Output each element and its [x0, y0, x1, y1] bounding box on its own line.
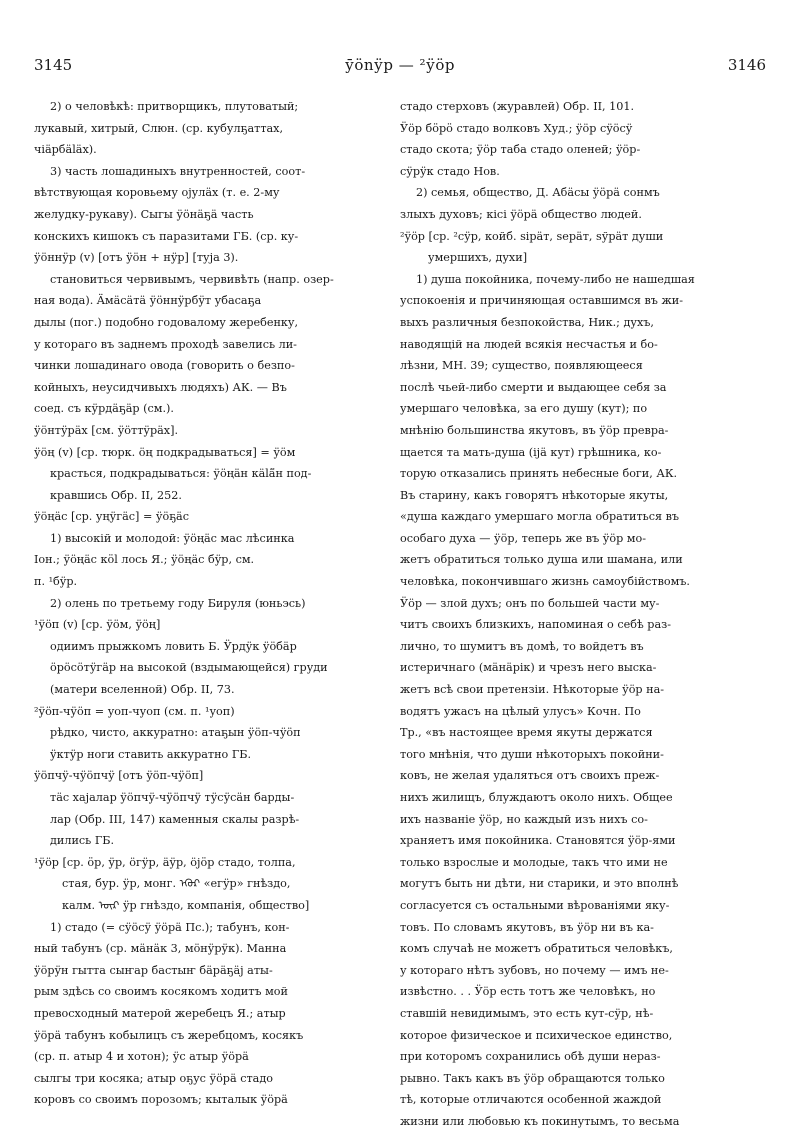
text-line: Іон.; ӱöңäс кӧl лось Я.; ӱöңäс бӱр, см.: [34, 553, 255, 567]
text-line: вѣтствующая коровьему ojулäх (т. е. 2-му: [34, 186, 280, 200]
text-line: ¹ӱöр [ср. ӧр, ӱр, öгӱр, äӱр, öjӧр стадо, толпа,: [34, 855, 296, 869]
text-line: 2) семья, общество, Д. Абäсы ӱöрä сонмъ: [416, 186, 660, 200]
text-line: ставшій невидимымъ, это есть кут-сӱр, нѣ-: [400, 1006, 654, 1020]
text-line: истеричнаго (мäнäрік) и чрезъ него выска-: [400, 661, 657, 675]
text-line: тäс хаjалар ӱöпчӱ-чӱöпчӱ тӱсӱсäн барды-: [50, 791, 295, 804]
text-line: 1) стадо (= сӱöсӱ ӱöрä Пс.); табунъ, кон-: [50, 920, 290, 934]
text-line: соед. съ кӱрдäҕäр (см.).: [34, 402, 174, 416]
text-line: ӱöрä табунъ кобылицъ съ жеребцомъ, косякъ: [34, 1028, 304, 1042]
text-line: конскихъ кишокъ съ паразитами ГБ. (ср. ку-: [34, 229, 299, 243]
text-line: чіäрбäläх).: [34, 143, 97, 157]
text-line: торую отказались принять небесные боги, АК.: [400, 467, 678, 481]
text-line: Въ старину, какъ говорятъ нѣкоторые якуты,: [400, 488, 669, 502]
text-line: выхъ различныя безпокойства, Ник.; духъ,: [400, 315, 654, 329]
text-line: желудку-рукаву). Сыгы ӱöнäҕä часть: [34, 207, 254, 221]
text-line: успокоенія и причиняющая оставшимся въ жи-: [400, 294, 684, 308]
text-line: ӱöрӱн гытта сыҥар бастыҥ бäрäҕäj аты-: [34, 963, 273, 977]
text-line: лѣзни, МН. 39; существо, появляющееся: [400, 359, 643, 373]
text-line: комъ случаѣ не можетъ обратиться человѣкъ,: [400, 942, 673, 956]
text-line: стая, бур. ӱр, монг. ᠡᠭᠦᠷ «егӱр» гнѣздо,: [62, 877, 291, 891]
text-line: читъ своихъ близкихъ, напоминая о себѣ раз-: [400, 618, 671, 632]
text-line: становиться червивымъ, червивѣть (напр. озер-: [50, 272, 334, 286]
text-line: при которомъ сохранились обѣ души нераз-: [400, 1050, 661, 1064]
text-line: «душа каждаго умершаго могла обратиться въ: [400, 510, 680, 524]
text-line: щается та мать-душа (іjä кут) грѣшника, ко-: [400, 445, 662, 459]
text-line: только взрослые и молодые, такъ что ими не: [400, 855, 668, 869]
text-line: рым здѣсь со своимъ косякомъ ходитъ мой: [34, 985, 288, 999]
text-line: Ӱöр бӧрӧ стадо волковъ Худ.; ӱöр сӱöсӱ: [400, 121, 633, 135]
text-line: ихъ названіе ӱöр, но каждый изъ нихъ со-: [400, 812, 648, 826]
text-line: ковъ, не желая удаляться отъ своихъ преж-: [400, 769, 660, 783]
text-line: 2) олень по третьему году Бируля (юньэсь): [50, 596, 306, 610]
text-line: могутъ быть ни дѣти, ни старики, и это вполнѣ: [400, 877, 679, 891]
text-line: ¹ӱöп (v) [ср. ӱöм, ӱöң]: [34, 618, 161, 632]
text-line: водятъ ужасъ на цѣлый улусъ» Кочн. По: [400, 704, 641, 718]
text-line: 1) высокій и молодой: ӱöңäс мас лѣсинка: [50, 531, 295, 545]
text-line: öрöсöтӱгäр на высокой (вздымающейся) груди: [50, 661, 328, 675]
text-line: дылы (пог.) подобно годовалому жеребенку,: [34, 315, 299, 329]
text-line: калм. ᠦᠷ ӱр гнѣздо, компанія, общество]: [62, 898, 310, 912]
text-line: ӱöннӱр (v) [отъ ӱöн + нӱр] [туjа 3).: [34, 251, 239, 265]
text-line: сылгы три косяка; атыр оҕус ӱöрä стадо: [34, 1071, 273, 1085]
text-line: (ср. п. атыр 4 и хотон); ӱс атыр ӱöрä: [34, 1050, 249, 1064]
text-line: ²ӱöп-чӱöп = уоп-чуоп (см. п. ¹уоп): [34, 704, 235, 718]
page-header: [34, 56, 766, 84]
text-line: храняетъ имя покойника. Становятся ӱöр-ями: [400, 834, 676, 848]
text-line: Ӱöр — злой духъ; онъ по большей части му-: [400, 596, 660, 610]
text-line: наводящій на людей всякія несчастья и бо-: [400, 337, 658, 351]
text-line: кравшись Обр. II, 252.: [50, 488, 182, 502]
text-line: мнѣнію большинства якутовъ, въ ӱöр превра-: [400, 423, 669, 437]
text-line: ²ӱöр [ср. ²сӱр, койб. sірäт, sерäт, sўрäт души: [400, 229, 664, 243]
text-line: стадо стерховъ (журавлей) Обр. II, 101.: [400, 100, 635, 113]
left-column: [34, 96, 386, 1111]
text-line: товъ. По словамъ якутовъ, въ ӱöр ни въ ка-: [400, 920, 654, 934]
text-line: ный табунъ (ср. мäнäк 3, мöнӱрӱк). Манна: [34, 942, 287, 956]
text-line: одиимъ прыжкомъ ловить Б. Ӱрдӱк ӱöбäр: [50, 639, 297, 653]
text-line: жетъ обратиться только душа или шамана, или: [400, 553, 683, 567]
text-line: лукавый, хитрый, Слюн. (ср. кубулҕаттах,: [34, 121, 284, 135]
text-line: человѣка, покончившаго жизнь самоубійствомъ.: [400, 575, 690, 589]
text-line: особаго духа — ӱöр, теперь же въ ӱöр мо-: [400, 531, 647, 545]
text-line: извѣстно. . . Ӱöр есть тотъ же человѣкъ, но: [400, 985, 656, 999]
text-line: ӱöнтӱрäх [см. ӱöттӱрäх].: [34, 423, 179, 437]
text-line: превосходный матерой жеребецъ Я.; атыр: [34, 1006, 286, 1020]
text-line: умершаго человѣка, за его душу (кут); по: [400, 402, 648, 416]
text-line: п. ¹бӱр.: [34, 575, 78, 589]
text-line: красться, подкрадываться: ӱöңäн кälä̈н под-: [50, 467, 312, 481]
text-line: послѣ чьей-либо смерти и выдающее себя за: [400, 380, 667, 394]
text-line: того мнѣнія, что души нѣкоторыхъ покойни-: [400, 747, 664, 761]
text-line: 3) часть лошадиныхъ внутренностей, соот-: [50, 164, 306, 178]
text-line: ӱöң (v) [ср. тюрк. öң подкрадываться] = ӱöм: [34, 445, 296, 459]
text-line: ӱктӱр ноги ставить аккуратно ГБ.: [50, 747, 252, 761]
text-line: злыхъ духовъ; кісі ӱöрä общество людей.: [400, 207, 642, 221]
text-line: койныхъ, неусидчивыхъ людяхъ) АК. — Въ: [34, 380, 287, 394]
text-line: жизни или любовью къ покинутымъ, то весьма: [400, 1114, 680, 1128]
text-line: ӱöпчӱ-чӱöпчӱ [отъ ӱöп-чӱöп]: [34, 769, 204, 783]
text-line: 2) о человѣкѣ: притворщикъ, плутоватый;: [50, 100, 299, 113]
text-line: коровъ со своимъ порозомъ; кыталык ӱöрä: [34, 1093, 288, 1107]
page-number-right: 3146: [727, 56, 766, 74]
text-line: стадо скота; ӱöр таба стадо оленей; ӱöр-: [400, 143, 641, 157]
text-line: у котораго нѣтъ зубовъ, но почему — имъ не-: [400, 963, 669, 977]
right-column: [400, 96, 766, 1133]
text-line: лар (Обр. III, 147) каменныя скалы разрѣ-: [50, 812, 300, 826]
text-line: дились ГБ.: [50, 834, 115, 848]
text-line: 1) душа покойника, почему-либо не нашедшая: [416, 272, 695, 286]
text-line: согласуется съ остальными вѣрованіями яку-: [400, 898, 670, 912]
text-line: Тр., «въ настоящее время якуты держатся: [400, 726, 653, 740]
text-line: сӱрӱк стадо Нов.: [400, 164, 500, 178]
text-line: лично, то шумитъ въ домѣ, то войдетъ въ: [400, 639, 644, 653]
page-number-left: 3145: [34, 56, 73, 74]
text-line: чинки лошадинаго овода (говорить о безпо-: [34, 359, 295, 373]
text-line: жетъ всѣ свои претензіи. Нѣкоторые ӱöр на-: [400, 683, 665, 697]
text-line: рѣдко, чисто, аккуратно: атаҕын ӱöп-чӱöп: [50, 726, 301, 740]
text-line: тѣ, которые отличаются особенной жаждой: [400, 1093, 662, 1107]
text-line: нихъ жилищъ, блуждаютъ около нихъ. Общее: [400, 791, 673, 804]
running-title: ӯönӱр — ²ӱöр: [345, 56, 455, 74]
text-line: ӱöңäс [ср. уңӱгäс] = ӱöҕäс: [34, 510, 189, 524]
text-line: ная вода). Äмäсäтä ӱöннӱрбӱт убасаҕа: [34, 294, 262, 308]
text-line: которое физическое и психическое единство,: [400, 1028, 673, 1042]
text-line: у котораго въ заднемъ проходѣ завелись ли-: [34, 337, 297, 351]
text-line: рывно. Такъ какъ въ ӱöр обращаются только: [400, 1071, 665, 1085]
text-line: (матери вселенной) Обр. II, 73.: [50, 683, 235, 697]
text-line: умершихъ, духи]: [428, 251, 528, 265]
